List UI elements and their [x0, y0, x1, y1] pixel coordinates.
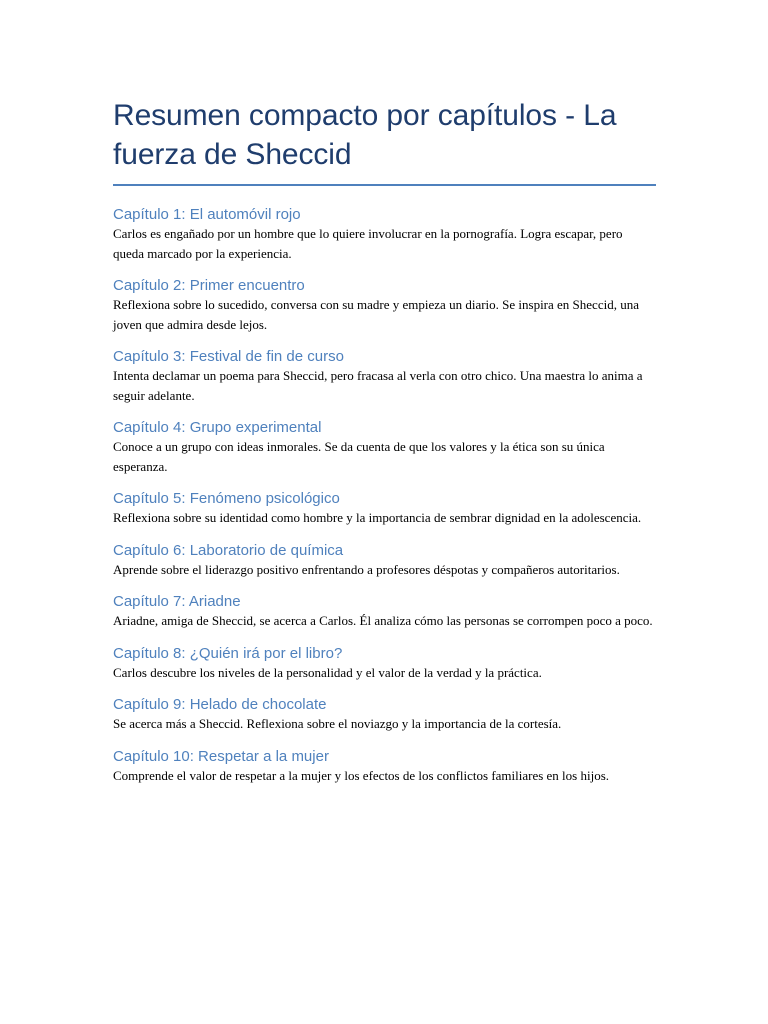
chapter-summary: Se acerca más a Sheccid. Reflexiona sobre el noviazgo y la importancia de la cortesía. [113, 716, 562, 731]
chapter-section [113, 418, 656, 476]
chapter-heading: Capítulo 8: ¿Quién irá por el libro? [113, 644, 343, 662]
chapter-summary: Reflexiona sobre su identidad como hombre y la importancia de sembrar dignidad en la adolescencia. [113, 510, 642, 525]
chapter-summary: Comprende el valor de respetar a la mujer y los efectos de los conflictos familiares en los hijos. [113, 767, 610, 783]
document-page [113, 0, 656, 798]
chapter-heading: Capítulo 2: Primer encuentro [113, 277, 305, 294]
chapter-section [113, 592, 656, 631]
chapter-summary: Carlos descubre los niveles de la personalidad y el valor de la verdad y la práctica. [113, 664, 542, 680]
chapter-heading: Capítulo 6: Laboratorio de química [113, 541, 344, 559]
chapter-section [113, 644, 656, 683]
chapter-summary: Conoce a un grupo con ideas inmorales. Se da cuenta de que los valores y la ética son su única esperanza. [113, 439, 605, 474]
title-divider [113, 184, 656, 186]
chapter-summary: Reflexiona sobre lo sucedido, conversa con su madre y empieza un diario. Se inspira en Sheccid, una joven que admira desde lejos. [113, 297, 639, 332]
chapter-heading: Capítulo 7: Ariadne [113, 593, 241, 610]
document-title: Resumen compacto por capítulos - La fuerza de Sheccid [113, 99, 617, 171]
chapter-summary: Intenta declamar un poema para Sheccid, pero fracasa al verla con otro chico. Una maestra lo anima a seguir adelante. [113, 368, 643, 403]
chapter-summary: Aprende sobre el liderazgo positivo enfrentando a profesores déspotas y compañeros autoritarios. [113, 561, 620, 577]
chapter-heading: Capítulo 5: Fenómeno psicológico [113, 490, 340, 507]
chapter-section [113, 347, 656, 405]
chapter-summary: Carlos es engañado por un hombre que lo quiere involucrar en la pornografía. Logra escapar, pero queda marcado por la experiencia. [113, 226, 623, 261]
chapter-heading: Capítulo 4: Grupo experimental [113, 419, 322, 436]
chapter-heading: Capítulo 9: Helado de chocolate [113, 696, 327, 713]
chapter-section [113, 205, 656, 263]
chapter-section [113, 489, 656, 528]
chapter-section [113, 541, 656, 580]
chapter-section [113, 747, 656, 786]
chapter-section [113, 276, 656, 334]
chapter-heading: Capítulo 1: El automóvil rojo [113, 206, 301, 223]
chapter-summary: Ariadne, amiga de Sheccid, se acerca a Carlos. Él analiza cómo las personas se corrompen poco a poco. [113, 613, 653, 628]
chapter-heading: Capítulo 10: Respetar a la mujer [113, 747, 329, 765]
chapter-heading: Capítulo 3: Festival de fin de curso [113, 348, 344, 365]
chapter-section [113, 695, 656, 734]
